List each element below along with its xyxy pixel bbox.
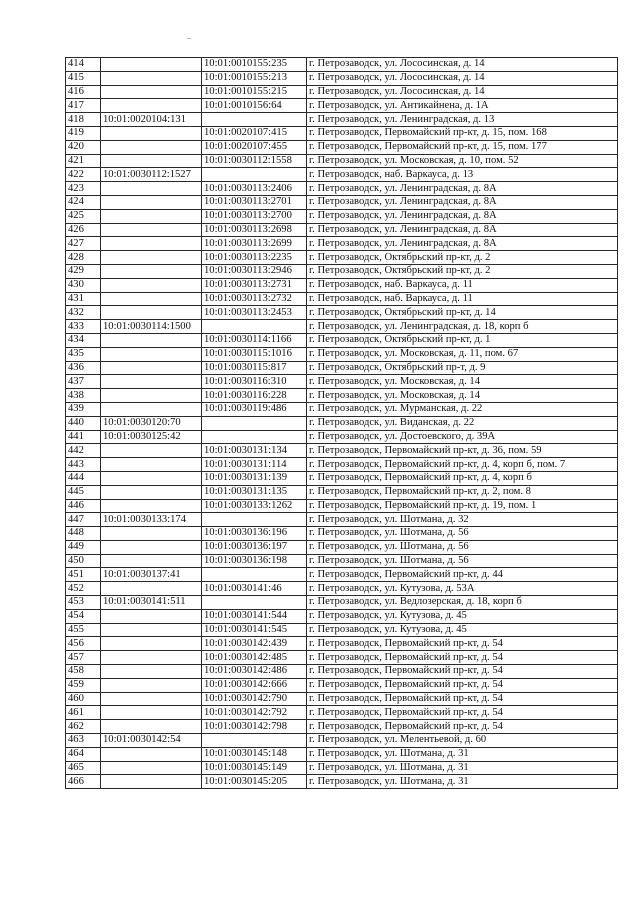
table-row bbox=[66, 292, 618, 306]
table-row bbox=[66, 58, 618, 72]
cadastral-number-land bbox=[101, 306, 202, 320]
row-number: 440 bbox=[66, 416, 101, 430]
row-number: 438 bbox=[66, 389, 101, 403]
cadastral-number-premises: 10:01:0030142:798 bbox=[202, 720, 307, 734]
address: г. Петрозаводск, Первомайский пр-кт, д. 54 bbox=[307, 692, 618, 706]
cadastral-number-premises bbox=[202, 430, 307, 444]
cadastral-number-premises: 10:01:0030141:545 bbox=[202, 623, 307, 637]
table-row bbox=[66, 416, 618, 430]
table-row bbox=[66, 527, 618, 541]
cadastral-number-premises: 10:01:0030113:2406 bbox=[202, 182, 307, 196]
table-row bbox=[66, 706, 618, 720]
row-number: 458 bbox=[66, 665, 101, 679]
cadastral-number-premises: 10:01:0030142:439 bbox=[202, 637, 307, 651]
cadastral-number-land bbox=[101, 706, 202, 720]
cadastral-number-premises bbox=[202, 168, 307, 182]
address: г. Петрозаводск, Первомайский пр-кт, д. 4, корп б, пом. 7 bbox=[307, 458, 618, 472]
property-table bbox=[65, 57, 618, 789]
row-number: 430 bbox=[66, 278, 101, 292]
cadastral-number-premises: 10:01:0030113:2701 bbox=[202, 195, 307, 209]
cadastral-number-land bbox=[101, 582, 202, 596]
address: г. Петрозаводск, Первомайский пр-кт, д. 2, пом. 8 bbox=[307, 485, 618, 499]
cadastral-number-land bbox=[101, 444, 202, 458]
row-number: 455 bbox=[66, 623, 101, 637]
address: г. Петрозаводск, ул. Ленинградская, д. 13 bbox=[307, 113, 618, 127]
cadastral-number-land: 10:01:0030125:42 bbox=[101, 430, 202, 444]
cadastral-number-land: 10:01:0030142:54 bbox=[101, 734, 202, 748]
cadastral-number-premises: 10:01:0030116:310 bbox=[202, 375, 307, 389]
address: г. Петрозаводск, ул. Ленинградская, д. 8А bbox=[307, 195, 618, 209]
address: г. Петрозаводск, ул. Московская, д. 14 bbox=[307, 389, 618, 403]
cadastral-number-premises: 10:01:0030145:148 bbox=[202, 747, 307, 761]
table-row bbox=[66, 113, 618, 127]
table-row bbox=[66, 444, 618, 458]
cadastral-number-premises: 10:01:0030131:139 bbox=[202, 471, 307, 485]
row-number: 420 bbox=[66, 140, 101, 154]
table-row bbox=[66, 775, 618, 789]
address: г. Петрозаводск, ул. Ленинградская, д. 8А bbox=[307, 237, 618, 251]
row-number: 460 bbox=[66, 692, 101, 706]
cadastral-number-land bbox=[101, 71, 202, 85]
cadastral-number-premises: 10:01:0030131:114 bbox=[202, 458, 307, 472]
cadastral-number-premises: 10:01:0020107:455 bbox=[202, 140, 307, 154]
address: г. Петрозаводск, ул. Антикайнена, д. 1А bbox=[307, 99, 618, 113]
row-number: 422 bbox=[66, 168, 101, 182]
address: г. Петрозаводск, ул. Ленинградская, д. 8А bbox=[307, 182, 618, 196]
cadastral-number-land bbox=[101, 99, 202, 113]
cadastral-number-premises: 10:01:0030145:149 bbox=[202, 761, 307, 775]
table-row bbox=[66, 182, 618, 196]
cadastral-number-land bbox=[101, 140, 202, 154]
table-row bbox=[66, 609, 618, 623]
cadastral-number-premises: 10:01:0030145:205 bbox=[202, 775, 307, 789]
address: г. Петрозаводск, ул. Мелентьевой, д. 60 bbox=[307, 734, 618, 748]
table-row bbox=[66, 430, 618, 444]
cadastral-number-premises: 10:01:0030142:666 bbox=[202, 678, 307, 692]
address: г. Петрозаводск, Первомайский пр-кт, д. 15, пом. 177 bbox=[307, 140, 618, 154]
table-row bbox=[66, 209, 618, 223]
cadastral-number-land bbox=[101, 609, 202, 623]
row-number: 446 bbox=[66, 499, 101, 513]
row-number: 414 bbox=[66, 58, 101, 72]
cadastral-number-premises: 10:01:0030112:1558 bbox=[202, 154, 307, 168]
cadastral-number-premises: 10:01:0010156:64 bbox=[202, 99, 307, 113]
row-number: 466 bbox=[66, 775, 101, 789]
address: г. Петрозаводск, ул. Мурманская, д. 22 bbox=[307, 402, 618, 416]
cadastral-number-premises: 10:01:0030113:2700 bbox=[202, 209, 307, 223]
address: г. Петрозаводск, наб. Варкауса, д. 11 bbox=[307, 278, 618, 292]
row-number: 418 bbox=[66, 113, 101, 127]
row-number: 465 bbox=[66, 761, 101, 775]
row-number: 459 bbox=[66, 678, 101, 692]
address: г. Петрозаводск, ул. Лососинская, д. 14 bbox=[307, 58, 618, 72]
cadastral-number-land bbox=[101, 251, 202, 265]
table-row bbox=[66, 651, 618, 665]
row-number: 433 bbox=[66, 320, 101, 334]
row-number: 451 bbox=[66, 568, 101, 582]
cadastral-number-premises: 10:01:0030136:198 bbox=[202, 554, 307, 568]
row-number: 435 bbox=[66, 347, 101, 361]
table-row bbox=[66, 306, 618, 320]
cadastral-number-premises: 10:01:0030141:46 bbox=[202, 582, 307, 596]
table-row bbox=[66, 154, 618, 168]
cadastral-number-premises bbox=[202, 734, 307, 748]
address: г. Петрозаводск, ул. Шотмана, д. 56 bbox=[307, 554, 618, 568]
cadastral-number-land bbox=[101, 540, 202, 554]
table-row bbox=[66, 720, 618, 734]
cadastral-number-premises: 10:01:0030113:2732 bbox=[202, 292, 307, 306]
table-row bbox=[66, 99, 618, 113]
table-row bbox=[66, 678, 618, 692]
table-row bbox=[66, 665, 618, 679]
cadastral-number-premises: 10:01:0030115:1016 bbox=[202, 347, 307, 361]
table-row bbox=[66, 237, 618, 251]
cadastral-number-premises: 10:01:0030142:792 bbox=[202, 706, 307, 720]
cadastral-number-premises: 10:01:0030142:486 bbox=[202, 665, 307, 679]
cadastral-number-land: 10:01:0030133:174 bbox=[101, 513, 202, 527]
cadastral-number-land bbox=[101, 209, 202, 223]
address: г. Петрозаводск, Первомайский пр-кт, д. 36, пом. 59 bbox=[307, 444, 618, 458]
table-row bbox=[66, 692, 618, 706]
row-number: 424 bbox=[66, 195, 101, 209]
address: г. Петрозаводск, Первомайский пр-кт, д. 54 bbox=[307, 678, 618, 692]
cadastral-number-land bbox=[101, 292, 202, 306]
cadastral-number-land bbox=[101, 761, 202, 775]
row-number: 450 bbox=[66, 554, 101, 568]
address: г. Петрозаводск, Первомайский пр-кт, д. 54 bbox=[307, 720, 618, 734]
address: г. Петрозаводск, Октябрьский пр-кт, д. 14 bbox=[307, 306, 618, 320]
address: г. Петрозаводск, ул. Московская, д. 11, пом. 67 bbox=[307, 347, 618, 361]
cadastral-number-premises: 10:01:0030113:2235 bbox=[202, 251, 307, 265]
address: г. Петрозаводск, ул. Шотмана, д. 31 bbox=[307, 747, 618, 761]
table-row bbox=[66, 637, 618, 651]
cadastral-number-land bbox=[101, 637, 202, 651]
cadastral-number-land: 10:01:0030112:1527 bbox=[101, 168, 202, 182]
address: г. Петрозаводск, Первомайский пр-кт, д. 15, пом. 168 bbox=[307, 126, 618, 140]
table-row bbox=[66, 747, 618, 761]
table-row bbox=[66, 458, 618, 472]
row-number: 428 bbox=[66, 251, 101, 265]
address: г. Петрозаводск, наб. Варкауса, д. 11 bbox=[307, 292, 618, 306]
cadastral-number-land bbox=[101, 237, 202, 251]
row-number: 419 bbox=[66, 126, 101, 140]
row-number: 421 bbox=[66, 154, 101, 168]
cadastral-number-land bbox=[101, 458, 202, 472]
address: г. Петрозаводск, Первомайский пр-кт, д. 54 bbox=[307, 637, 618, 651]
cadastral-number-land bbox=[101, 264, 202, 278]
cadastral-number-premises: 10:01:0030133:1262 bbox=[202, 499, 307, 513]
cadastral-number-land bbox=[101, 499, 202, 513]
table-row bbox=[66, 568, 618, 582]
address: г. Петрозаводск, Первомайский пр-кт, д. 54 bbox=[307, 665, 618, 679]
address: г. Петрозаводск, наб. Варкауса, д. 13 bbox=[307, 168, 618, 182]
cadastral-number-land bbox=[101, 278, 202, 292]
cadastral-number-land bbox=[101, 692, 202, 706]
address: г. Петрозаводск, ул. Ленинградская, д. 18, корп б bbox=[307, 320, 618, 334]
cadastral-number-premises: 10:01:0010155:213 bbox=[202, 71, 307, 85]
cadastral-number-land bbox=[101, 527, 202, 541]
table-row bbox=[66, 361, 618, 375]
address: г. Петрозаводск, ул. Шотмана, д. 56 bbox=[307, 540, 618, 554]
cadastral-number-land bbox=[101, 651, 202, 665]
table-row bbox=[66, 582, 618, 596]
cadastral-number-premises: 10:01:0030116:228 bbox=[202, 389, 307, 403]
row-number: 444 bbox=[66, 471, 101, 485]
table-row bbox=[66, 471, 618, 485]
address: г. Петрозаводск, Октябрьский пр-кт, д. 1 bbox=[307, 333, 618, 347]
cadastral-number-premises: 10:01:0030142:790 bbox=[202, 692, 307, 706]
cadastral-number-land bbox=[101, 665, 202, 679]
row-number: 416 bbox=[66, 85, 101, 99]
cadastral-number-premises: 10:01:0030141:544 bbox=[202, 609, 307, 623]
cadastral-number-land bbox=[101, 471, 202, 485]
cadastral-number-premises bbox=[202, 568, 307, 582]
address: г. Петрозаводск, Октябрьский пр-кт, д. 2 bbox=[307, 251, 618, 265]
table-row bbox=[66, 623, 618, 637]
row-number: 423 bbox=[66, 182, 101, 196]
cadastral-number-land: 10:01:0030120:70 bbox=[101, 416, 202, 430]
cadastral-number-premises bbox=[202, 113, 307, 127]
cadastral-number-premises bbox=[202, 416, 307, 430]
cadastral-number-land bbox=[101, 361, 202, 375]
row-number: 456 bbox=[66, 637, 101, 651]
cadastral-number-land bbox=[101, 747, 202, 761]
cadastral-number-premises: 10:01:0030131:134 bbox=[202, 444, 307, 458]
row-number: 449 bbox=[66, 540, 101, 554]
row-number: 437 bbox=[66, 375, 101, 389]
table-row bbox=[66, 85, 618, 99]
address: г. Петрозаводск, Первомайский пр-кт, д. 54 bbox=[307, 706, 618, 720]
table-row bbox=[66, 389, 618, 403]
row-number: 442 bbox=[66, 444, 101, 458]
cadastral-number-premises bbox=[202, 596, 307, 610]
row-number: 447 bbox=[66, 513, 101, 527]
cadastral-number-premises: 10:01:0030115:817 bbox=[202, 361, 307, 375]
table-row bbox=[66, 540, 618, 554]
table-row bbox=[66, 734, 618, 748]
address: г. Петрозаводск, ул. Московская, д. 14 bbox=[307, 375, 618, 389]
address: г. Петрозаводск, ул. Кутузова, д. 53А bbox=[307, 582, 618, 596]
address: г. Петрозаводск, Октябрьский пр-т, д. 9 bbox=[307, 361, 618, 375]
row-number: 463 bbox=[66, 734, 101, 748]
cadastral-number-premises: 10:01:0030113:2731 bbox=[202, 278, 307, 292]
cadastral-number-land bbox=[101, 402, 202, 416]
table-row bbox=[66, 168, 618, 182]
table-row bbox=[66, 554, 618, 568]
cadastral-number-land bbox=[101, 182, 202, 196]
cadastral-number-premises: 10:01:0030113:2453 bbox=[202, 306, 307, 320]
cadastral-number-land: 10:01:0030141:511 bbox=[101, 596, 202, 610]
table-row bbox=[66, 333, 618, 347]
cadastral-number-premises: 10:01:0020107:415 bbox=[202, 126, 307, 140]
row-number: 457 bbox=[66, 651, 101, 665]
row-number: 432 bbox=[66, 306, 101, 320]
cadastral-number-land bbox=[101, 775, 202, 789]
cadastral-number-premises bbox=[202, 513, 307, 527]
cadastral-number-land bbox=[101, 720, 202, 734]
table-row bbox=[66, 513, 618, 527]
cadastral-number-land bbox=[101, 126, 202, 140]
row-number: 415 bbox=[66, 71, 101, 85]
cadastral-number-land: 10:01:0030137:41 bbox=[101, 568, 202, 582]
address: г. Петрозаводск, ул. Кутузова, д. 45 bbox=[307, 609, 618, 623]
table-row bbox=[66, 195, 618, 209]
address: г. Петрозаводск, Первомайский пр-кт, д. 19, пом. 1 bbox=[307, 499, 618, 513]
table-row bbox=[66, 71, 618, 85]
address: г. Петрозаводск, ул. Ленинградская, д. 8А bbox=[307, 223, 618, 237]
cadastral-number-land bbox=[101, 389, 202, 403]
address: г. Петрозаводск, Первомайский пр-кт, д. 54 bbox=[307, 651, 618, 665]
cadastral-number-premises: 10:01:0030113:2699 bbox=[202, 237, 307, 251]
row-number: 448 bbox=[66, 527, 101, 541]
table-row bbox=[66, 402, 618, 416]
table-row bbox=[66, 375, 618, 389]
cadastral-number-land bbox=[101, 58, 202, 72]
row-number: 441 bbox=[66, 430, 101, 444]
cadastral-number-land bbox=[101, 554, 202, 568]
cadastral-number-premises: 10:01:0030136:197 bbox=[202, 540, 307, 554]
cadastral-number-premises: 10:01:0010155:215 bbox=[202, 85, 307, 99]
cadastral-number-premises: 10:01:0030131:135 bbox=[202, 485, 307, 499]
table-row bbox=[66, 278, 618, 292]
address: г. Петрозаводск, ул. Достоевского, д. 39А bbox=[307, 430, 618, 444]
cadastral-number-land bbox=[101, 223, 202, 237]
cadastral-number-premises bbox=[202, 320, 307, 334]
table-row bbox=[66, 499, 618, 513]
cadastral-number-land bbox=[101, 154, 202, 168]
address: г. Петрозаводск, Октябрьский пр-кт, д. 2 bbox=[307, 264, 618, 278]
cadastral-number-land bbox=[101, 85, 202, 99]
address: г. Петрозаводск, ул. Московская, д. 10, пом. 52 bbox=[307, 154, 618, 168]
table-row bbox=[66, 251, 618, 265]
table-row bbox=[66, 485, 618, 499]
cadastral-number-land bbox=[101, 347, 202, 361]
row-number: 439 bbox=[66, 402, 101, 416]
cadastral-number-premises: 10:01:0030136:196 bbox=[202, 527, 307, 541]
row-number: 453 bbox=[66, 596, 101, 610]
address: г. Петрозаводск, ул. Шотмана, д. 31 bbox=[307, 775, 618, 789]
table-row bbox=[66, 140, 618, 154]
address: г. Петрозаводск, Первомайский пр-кт, д. 44 bbox=[307, 568, 618, 582]
address: г. Петрозаводск, ул. Лососинская, д. 14 bbox=[307, 85, 618, 99]
cadastral-number-land bbox=[101, 485, 202, 499]
table-row bbox=[66, 320, 618, 334]
cadastral-number-premises: 10:01:0030119:486 bbox=[202, 402, 307, 416]
cadastral-number-land bbox=[101, 623, 202, 637]
row-number: 461 bbox=[66, 706, 101, 720]
row-number: 462 bbox=[66, 720, 101, 734]
table-row bbox=[66, 264, 618, 278]
address: г. Петрозаводск, ул. Шотмана, д. 56 bbox=[307, 527, 618, 541]
property-table-body bbox=[66, 58, 618, 789]
table-row bbox=[66, 223, 618, 237]
row-number: 464 bbox=[66, 747, 101, 761]
row-number: 436 bbox=[66, 361, 101, 375]
cadastral-number-premises: 10:01:0030114:1166 bbox=[202, 333, 307, 347]
row-number: 431 bbox=[66, 292, 101, 306]
row-number: 443 bbox=[66, 458, 101, 472]
table-row bbox=[66, 596, 618, 610]
cadastral-number-land bbox=[101, 333, 202, 347]
row-number: 454 bbox=[66, 609, 101, 623]
cadastral-number-land: 10:01:0020104:131 bbox=[101, 113, 202, 127]
row-number: 427 bbox=[66, 237, 101, 251]
scan-mark bbox=[187, 38, 191, 39]
row-number: 429 bbox=[66, 264, 101, 278]
row-number: 452 bbox=[66, 582, 101, 596]
cadastral-number-land bbox=[101, 678, 202, 692]
address: г. Петрозаводск, ул. Ведлозерская, д. 18, корп б bbox=[307, 596, 618, 610]
cadastral-number-premises: 10:01:0010155:235 bbox=[202, 58, 307, 72]
cadastral-number-premises: 10:01:0030142:485 bbox=[202, 651, 307, 665]
address: г. Петрозаводск, ул. Ленинградская, д. 8А bbox=[307, 209, 618, 223]
cadastral-number-premises: 10:01:0030113:2946 bbox=[202, 264, 307, 278]
address: г. Петрозаводск, ул. Шотмана, д. 32 bbox=[307, 513, 618, 527]
row-number: 445 bbox=[66, 485, 101, 499]
row-number: 434 bbox=[66, 333, 101, 347]
address: г. Петрозаводск, ул. Кутузова, д. 45 bbox=[307, 623, 618, 637]
row-number: 426 bbox=[66, 223, 101, 237]
row-number: 417 bbox=[66, 99, 101, 113]
address: г. Петрозаводск, Первомайский пр-кт, д. 4, корп б bbox=[307, 471, 618, 485]
row-number: 425 bbox=[66, 209, 101, 223]
address: г. Петрозаводск, ул. Лососинская, д. 14 bbox=[307, 71, 618, 85]
cadastral-number-premises: 10:01:0030113:2698 bbox=[202, 223, 307, 237]
address: г. Петрозаводск, ул. Шотмана, д. 31 bbox=[307, 761, 618, 775]
table-row bbox=[66, 761, 618, 775]
table-row bbox=[66, 126, 618, 140]
cadastral-number-land bbox=[101, 195, 202, 209]
table-row bbox=[66, 347, 618, 361]
cadastral-number-land: 10:01:0030114:1500 bbox=[101, 320, 202, 334]
address: г. Петрозаводск, ул. Виданская, д. 22 bbox=[307, 416, 618, 430]
cadastral-number-land bbox=[101, 375, 202, 389]
